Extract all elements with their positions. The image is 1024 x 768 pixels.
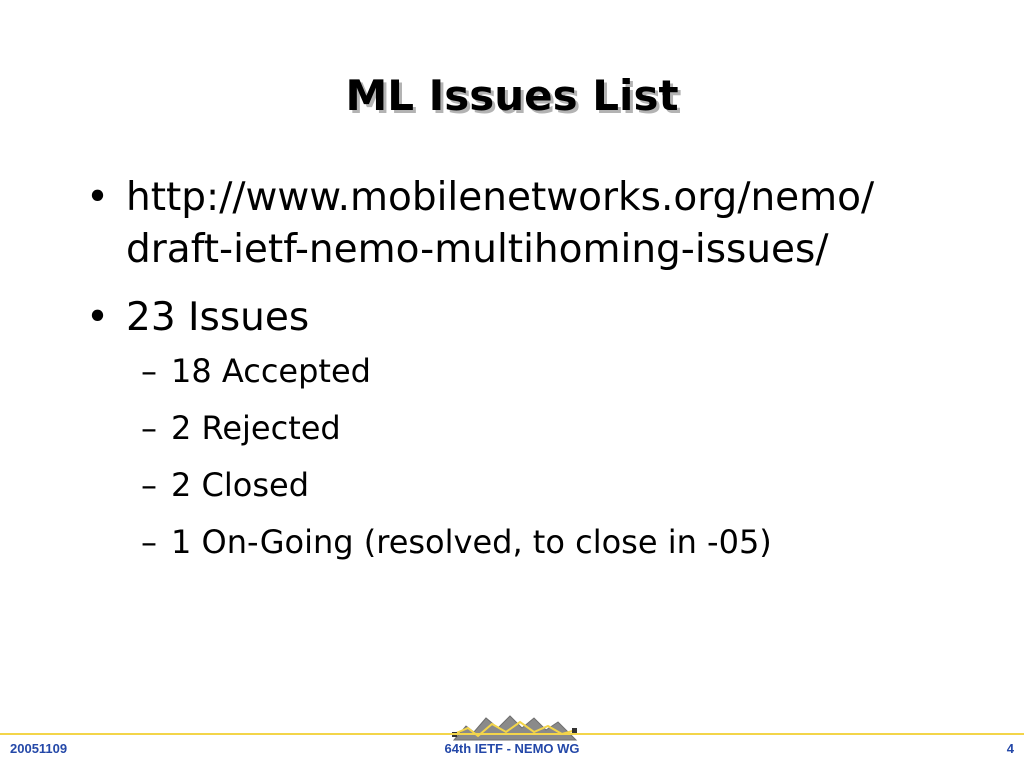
dash-marker: – — [141, 409, 157, 447]
slide-title: ML Issues List — [345, 71, 679, 120]
footer-title: 64th IETF - NEMO WG — [444, 741, 580, 756]
bullet-url-line-1: http://www.mobilenetworks.org/nemo/ — [126, 175, 875, 220]
bullet-marker: • — [86, 175, 110, 220]
footer-date: 20051109 — [10, 741, 68, 756]
mountain-network-logo-icon — [452, 712, 578, 742]
logo-mountains — [454, 716, 576, 740]
sub-bullet-closed — [86, 464, 986, 506]
bullet-marker: • — [86, 295, 110, 340]
footer-rule — [0, 733, 1024, 735]
sub-bullet-text: 1 On-Going (resolved, to close in -05) — [171, 523, 772, 561]
footer-page-number: 4 — [1006, 741, 1014, 756]
bullet-url — [86, 172, 986, 276]
sub-bullet-text: 2 Rejected — [171, 409, 341, 447]
bullet-issues — [86, 292, 986, 344]
dash-marker: – — [141, 466, 157, 504]
slide-body — [86, 172, 986, 578]
sub-bullet-text: 2 Closed — [171, 466, 310, 504]
dash-marker: – — [141, 352, 157, 390]
sub-bullet-text: 18 Accepted — [171, 352, 371, 390]
sub-bullet-rejected — [86, 407, 986, 449]
sub-bullet-ongoing — [86, 521, 986, 563]
sub-bullet-accepted — [86, 350, 986, 392]
bullet-issues-text: 23 Issues — [126, 295, 310, 340]
dash-marker: – — [141, 523, 157, 561]
bullet-url-line-2: draft-ietf-nemo-multihoming-issues/ — [126, 227, 829, 272]
